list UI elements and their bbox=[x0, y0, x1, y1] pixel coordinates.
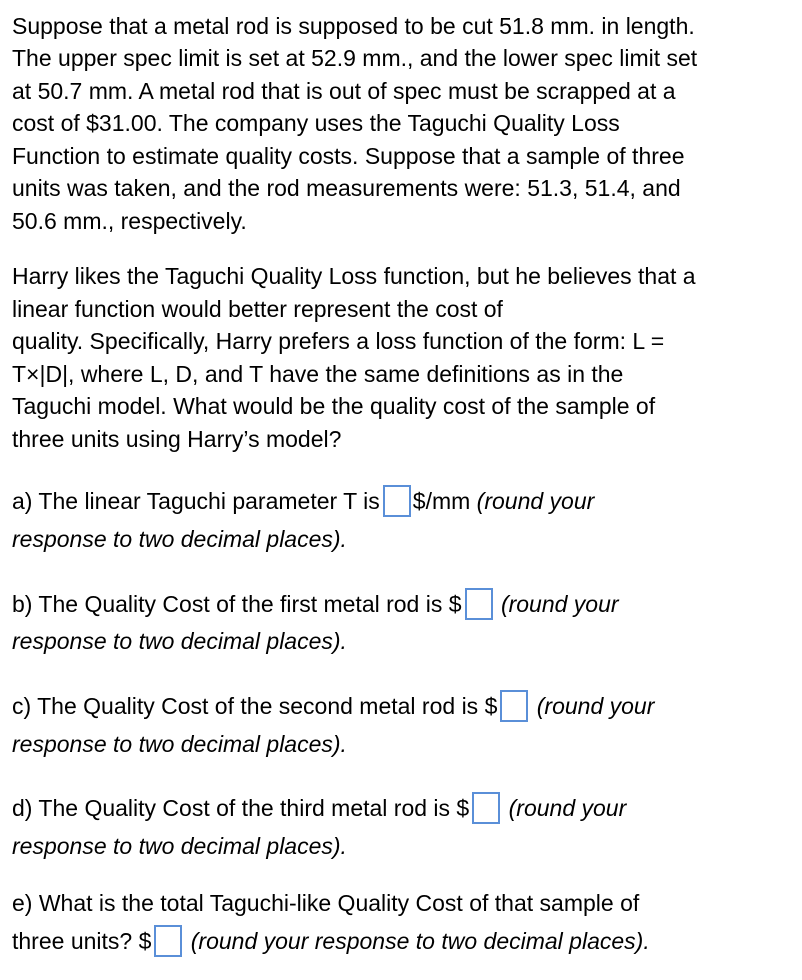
question-d bbox=[12, 792, 626, 824]
problem-text-line: The upper spec limit is set at 52.9 mm., and the lower spec limit set bbox=[12, 45, 698, 71]
problem-text-line: at 50.7 mm. A metal rod that is out of spec must be scrapped at a bbox=[12, 78, 676, 104]
question-d-prefix: d) The Quality Cost of the third metal rod is $ bbox=[12, 795, 470, 821]
question-a-unit: $/mm bbox=[412, 488, 471, 514]
answer-input-b[interactable] bbox=[465, 588, 493, 620]
scenario-text-line: quality. Specifically, Harry prefers a loss function of the form: L = bbox=[12, 328, 665, 354]
question-d-note: (round your bbox=[508, 795, 627, 821]
question-b-prefix: b) The Quality Cost of the first metal rod is $ bbox=[12, 591, 462, 617]
scenario-text-line: Harry likes the Taguchi Quality Loss function, but he believes that a bbox=[12, 263, 696, 289]
question-a-note: (round your bbox=[476, 488, 595, 514]
answer-input-d[interactable] bbox=[472, 792, 500, 824]
problem-text-line: Function to estimate quality costs. Suppose that a sample of three bbox=[12, 143, 685, 169]
question-a bbox=[12, 485, 594, 517]
scenario-text-line: T×|D|, where L, D, and T have the same definitions as in the bbox=[12, 361, 624, 387]
question-b-note-line2: response to two decimal places). bbox=[12, 628, 347, 654]
problem-text-line: Suppose that a metal rod is supposed to be cut 51.8 mm. in length. bbox=[12, 13, 695, 39]
question-e-note: (round your response to two decimal places). bbox=[190, 928, 650, 954]
answer-input-e[interactable] bbox=[154, 925, 182, 957]
question-b-note: (round your bbox=[500, 591, 619, 617]
scenario-text-line: three units using Harry’s model? bbox=[12, 426, 342, 452]
question-c-prefix: c) The Quality Cost of the second metal rod is $ bbox=[12, 693, 498, 719]
question-d-note-line2: response to two decimal places). bbox=[12, 833, 347, 859]
scenario-text-line: linear function would better represent the cost of bbox=[12, 296, 503, 322]
question-c-note: (round your bbox=[536, 693, 655, 719]
problem-text-line: cost of $31.00. The company uses the Taguchi Quality Loss bbox=[12, 110, 620, 136]
question-e-prefix: three units? $ bbox=[12, 928, 152, 954]
question-e bbox=[12, 925, 650, 957]
answer-input-a[interactable] bbox=[383, 485, 411, 517]
problem-text-line: units was taken, and the rod measurements were: 51.3, 51.4, and bbox=[12, 175, 681, 201]
question-c bbox=[12, 690, 654, 722]
question-e-line1: e) What is the total Taguchi-like Quality Cost of that sample of bbox=[12, 890, 640, 916]
question-a-prefix: a) The linear Taguchi parameter T is bbox=[12, 488, 380, 514]
problem-text-line: 50.6 mm., respectively. bbox=[12, 208, 247, 234]
question-a-note-line2: response to two decimal places). bbox=[12, 526, 347, 552]
scenario-text-line: Taguchi model. What would be the quality cost of the sample of bbox=[12, 393, 656, 419]
question-c-note-line2: response to two decimal places). bbox=[12, 731, 347, 757]
question-b bbox=[12, 588, 619, 620]
answer-input-c[interactable] bbox=[500, 690, 528, 722]
